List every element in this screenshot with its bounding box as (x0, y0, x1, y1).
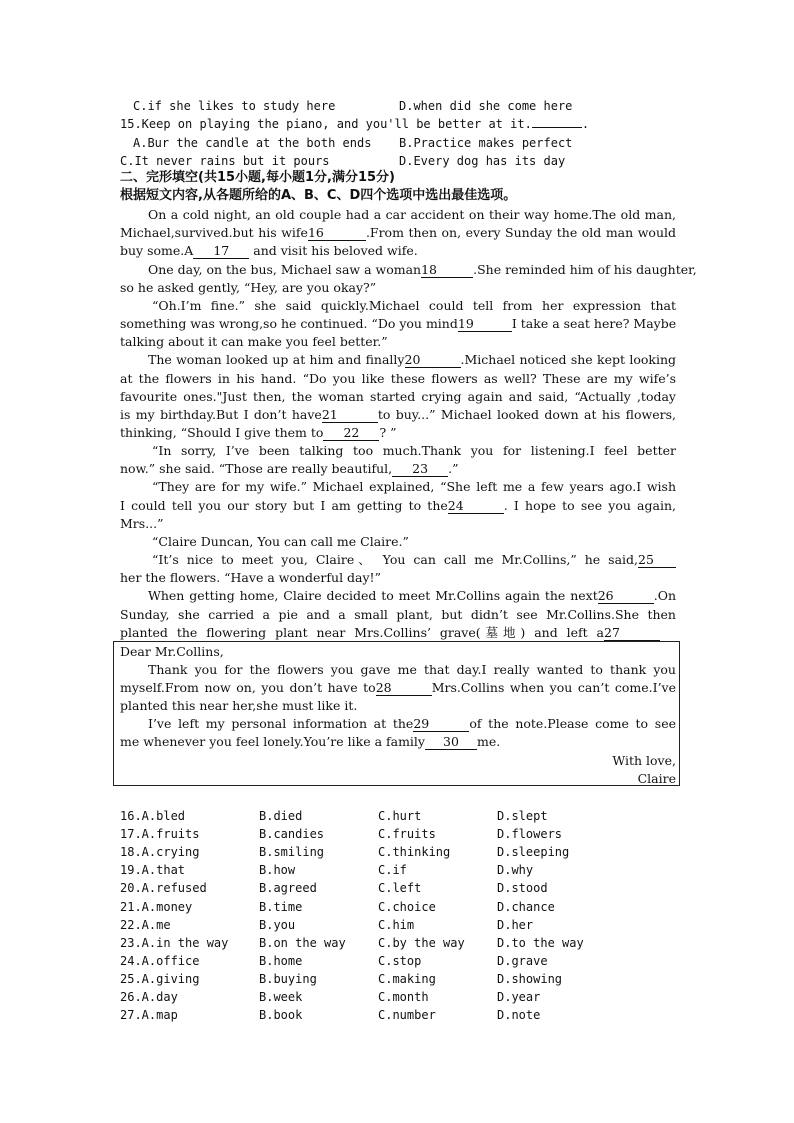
option-a: 26.A.day (120, 990, 178, 1004)
blank-22: 22 (323, 426, 379, 441)
option-d: D.showing (497, 971, 563, 986)
option-a: 22.A.me (120, 917, 171, 932)
letter-line: me whenever you feel lonely.You’re like a family 30 me. (120, 734, 501, 749)
passage-line: The woman looked up at him and finally20 .Michael noticed she kept looking (148, 352, 676, 367)
letter-line: myself.From now on, you don’t have to28 Mrs.Collins when you can’t come.I’ve (120, 680, 677, 695)
letter-line: Thank you for the flowers you gave me that day.I really wanted to thank you (148, 662, 676, 677)
option-a: 27.A.map (120, 1008, 178, 1023)
section-instruction: 根据短文内容,从各题所给的A、B、C、D四个选项中选出最佳选项。 (120, 188, 517, 203)
passage-line: I could tell you our story but I am getting to the24 . I hope to see you again, (120, 498, 676, 513)
blank-23: 23 (392, 462, 448, 477)
passage-line: talking about it can make you feel better.” (120, 334, 388, 349)
option-b: B.time (259, 899, 303, 914)
option-b: B.you (259, 917, 296, 932)
option-a: 17.A.fruits (120, 827, 200, 842)
option-a: 23.A.in the way (120, 935, 229, 950)
passage-line: “It’s nice to meet you, Claire、 You can call me Mr.Collins,” he said,25 (152, 551, 676, 569)
letter-greeting: Dear Mr.Collins, (120, 644, 224, 659)
blank-19: 19 (458, 317, 512, 332)
option-c: C.thinking (378, 845, 451, 860)
letter-closing: With love, (612, 753, 676, 768)
option-b: B.how (259, 863, 296, 878)
option-d: D.year (497, 990, 541, 1004)
passage-line: “Oh.I’m fine.” she said quickly.Michael could tell from her expression that (152, 298, 676, 313)
passage-line: Sunday, she carried a pie and a small plant, but didn’t see Mr.Collins.She then (120, 607, 676, 622)
option-d: D.stood (497, 881, 548, 896)
option-a: 24.A.office (120, 953, 200, 968)
passage-line: favourite ones."Just then, the woman started crying again and said, “Actually ,today (120, 389, 676, 404)
option-d: D.sleeping (497, 845, 570, 860)
option-a: 25.A.giving (120, 971, 200, 986)
option-b: B.died (259, 809, 303, 823)
option-c: C.by the way (378, 935, 465, 950)
section-title: 二、完形填空(共15小题,每小题1分,满分15分) (120, 170, 395, 185)
passage-line: “Claire Duncan, You can call me Claire.” (152, 534, 409, 549)
passage-line: so he asked gently, “Hey, are you okay?” (120, 280, 377, 295)
passage-line: thinking, “Should I give them to 22 ? ” (120, 425, 397, 440)
blank-29: 29 (413, 717, 469, 732)
option-b: B.home (259, 953, 303, 968)
passage-line: is my birthday.But I don’t have21 to buy...” Michael looked down at his flowers, (120, 407, 676, 422)
option-a: 18.A.crying (120, 845, 200, 860)
option-a: 16.A.bled (120, 809, 186, 823)
option-b: B.on the way (259, 935, 346, 950)
option-a: 21.A.money (120, 899, 193, 914)
passage-line: Mrs...” (120, 516, 164, 531)
passage-line: Michael,survived.but his wife16 .From then on, every Sunday the old man would (120, 225, 676, 240)
letter-line: planted this near her,she must like it. (120, 698, 358, 713)
passage-line: “They are for my wife.” Michael explained, “She left me a few years ago.I wish (152, 479, 676, 494)
blank-16: 16 (308, 226, 366, 241)
q14-option-d: D.when did she come here (399, 99, 573, 113)
passage-line: “In sorry, I’ve been talking too much.Thank you for listening.I feel better (152, 443, 676, 458)
q15-option-b: B.Practice makes perfect (399, 136, 573, 150)
option-c: C.him (378, 917, 415, 932)
passage-line: On a cold night, an old couple had a car accident on their way home.The old man, (148, 207, 676, 222)
option-d: D.grave (497, 953, 548, 968)
q15-option-d: D.Every dog has its day (399, 154, 566, 168)
option-d: D.chance (497, 899, 555, 914)
option-d: D.to the way (497, 935, 584, 950)
passage-line: at the flowers in his hand. “Do you like these flowers as well? These are my wife’s (120, 371, 676, 386)
option-a: 20.A.refused (120, 881, 207, 896)
option-d: D.her (497, 917, 534, 932)
option-c: C.month (378, 990, 429, 1004)
option-c: C.left (378, 881, 422, 896)
blank-20: 20 (405, 353, 461, 368)
option-d: D.slept (497, 809, 548, 823)
blank-21: 21 (322, 408, 378, 423)
option-b: B.book (259, 1008, 303, 1023)
option-b: B.buying (259, 971, 317, 986)
option-c: C.number (378, 1008, 436, 1023)
option-c: C.choice (378, 899, 436, 914)
option-b: B.week (259, 990, 303, 1004)
blank-17: 17 (193, 244, 249, 259)
q15-option-c: C.It never rains but it pours (120, 154, 330, 168)
option-b: B.agreed (259, 881, 317, 896)
option-b: B.candies (259, 827, 325, 842)
option-d: D.note (497, 1008, 541, 1023)
passage-line: planted the flowering plant near Mrs.Collins’ grave(墓地) and left a27 (120, 624, 660, 642)
letter-line: I’ve left my personal information at the29 of the note.Please come to see (148, 716, 676, 731)
blank-25: 25 (638, 553, 676, 568)
option-c: C.stop (378, 953, 422, 968)
passage-line: something was wrong,so he continued. “Do you mind19 I take a seat here? Maybe (120, 316, 677, 331)
blank-18: 18 (421, 263, 473, 278)
option-c: C.if (378, 863, 407, 878)
blank-24: 24 (448, 499, 504, 514)
option-d: D.why (497, 863, 534, 878)
passage-line: When getting home, Claire decided to meet Mr.Collins again the next26 .On (148, 588, 676, 603)
option-c: C.hurt (378, 809, 422, 823)
q14-option-c: C.if she likes to study here (133, 99, 336, 113)
q15-blank (532, 127, 582, 128)
passage-line: her the flowers. “Have a wonderful day!” (120, 570, 381, 585)
option-d: D.flowers (497, 827, 563, 842)
blank-30: 30 (425, 735, 477, 750)
passage-line: One day, on the bus, Michael saw a woman18 .She reminded him of his daughter, (148, 262, 697, 277)
blank-28: 28 (376, 681, 432, 696)
blank-27: 27 (604, 626, 660, 641)
option-c: C.making (378, 971, 436, 986)
passage-line: buy some.A 17 and visit his beloved wife. (120, 243, 418, 258)
passage-line: now.” she said. “Those are really beautiful, 23 .” (120, 461, 459, 476)
option-c: C.fruits (378, 827, 436, 842)
option-b: B.smiling (259, 845, 325, 860)
q15-stem: 15.Keep on playing the piano, and you'll be better at it. . (120, 117, 590, 131)
letter-signature: Claire (637, 771, 676, 786)
q15-option-a: A.Bur the candle at the both ends (133, 136, 372, 150)
option-a: 19.A.that (120, 863, 186, 878)
blank-26: 26 (598, 589, 654, 604)
